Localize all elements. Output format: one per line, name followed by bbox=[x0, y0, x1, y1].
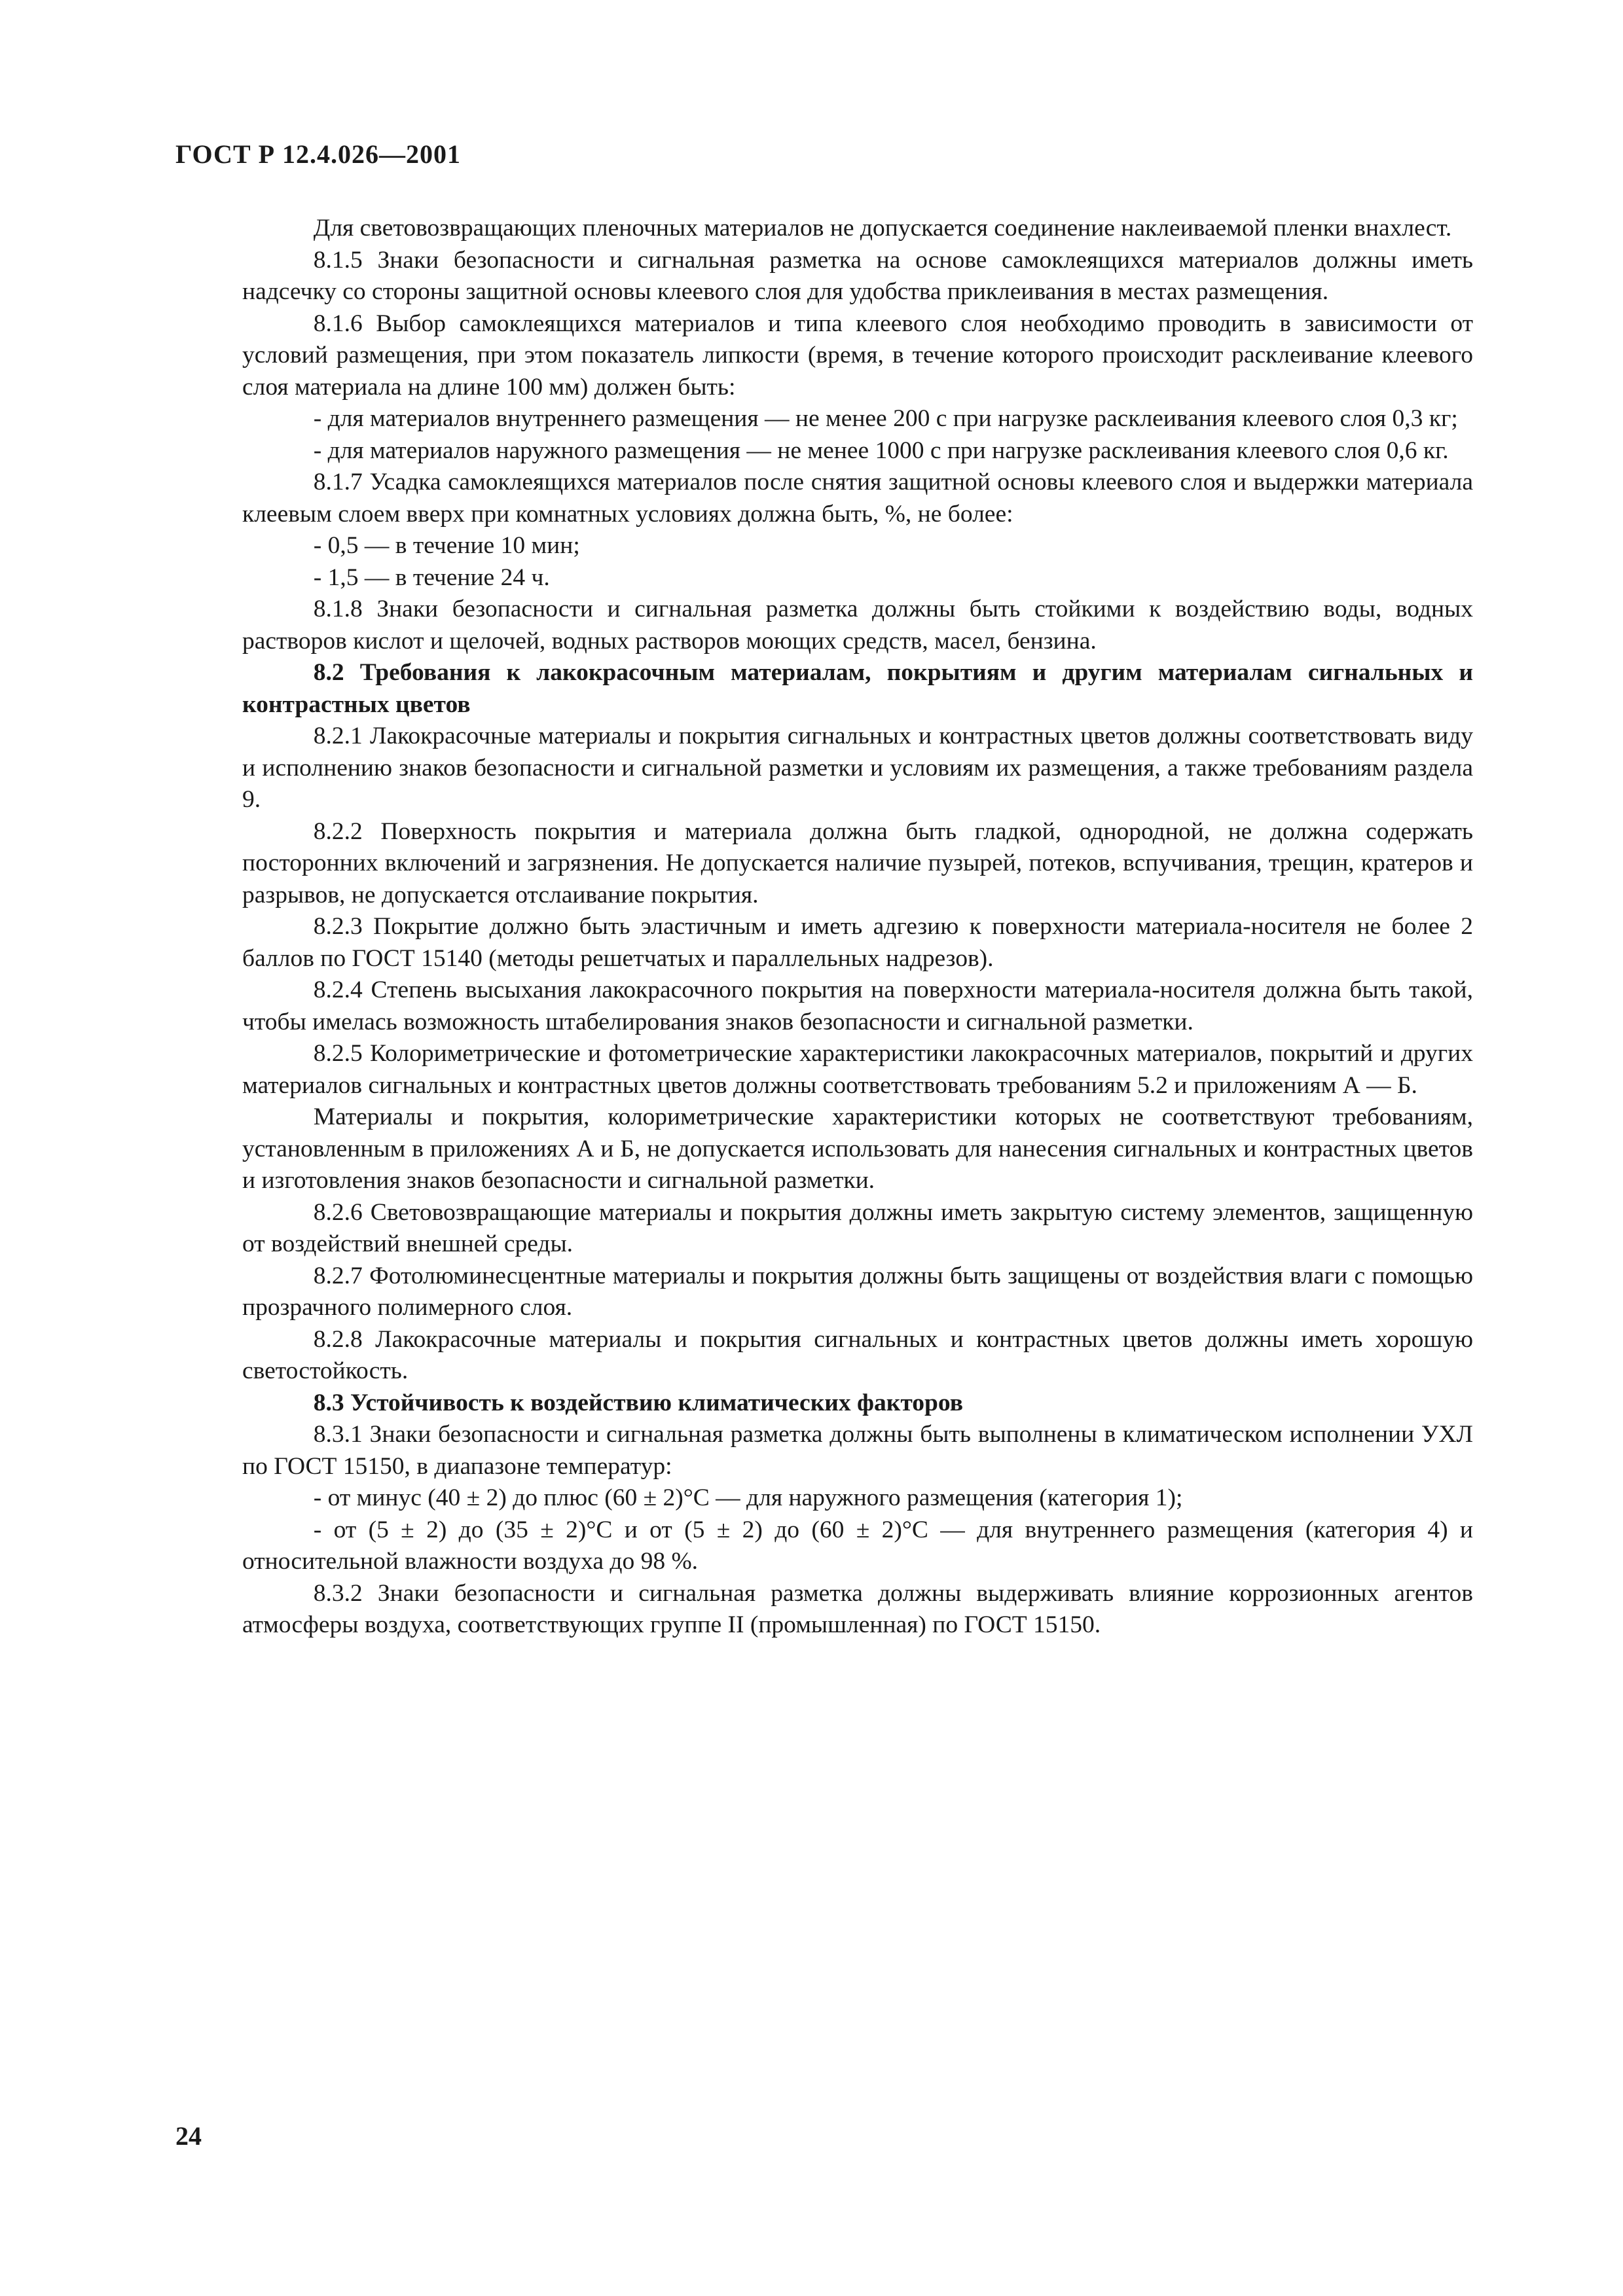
list-item: - от (5 ± 2) до (35 ± 2)°С и от (5 ± 2) до (60 ± 2)°С — для внутреннего размещения (категория 4) и относительной влажности воздуха до 98 %. bbox=[242, 1516, 1473, 1575]
list-item: - 0,5 — в течение 10 мин; bbox=[313, 532, 580, 559]
clause-8-3-2: 8.3.2 Знаки безопасности и сигнальная разметка должны выдерживать влияние коррозионных агентов атмосферы воздуха, соответствующих группе II (промышленная) по ГОСТ 15150. bbox=[242, 1579, 1473, 1638]
clause-8-1-8: 8.1.8 Знаки безопасности и сигнальная разметка должны быть стойкими к воздействию воды, водных растворов кислот и щелочей, водных растворов моющих средств, масел, бензина. bbox=[242, 596, 1473, 655]
clause-8-2-5-note: Материалы и покрытия, колориметрические характеристики которых не соответствуют требованиям, установленным в приложениях А и Б, не допускается использовать для нанесения сигнальных и контрастных цветов и изготовления знаков безопасности и сигнальной разметки. bbox=[242, 1103, 1473, 1194]
document-header: ГОСТ Р 12.4.026—2001 bbox=[175, 139, 462, 169]
clause-8-2-5: 8.2.5 Колориметрические и фотометрические характеристики лакокрасочных материалов, покрытий и других материалов сигнальных и контрастных цветов должны соответствовать требованиям 5.2 и приложениям А — Б. bbox=[242, 1040, 1473, 1099]
paragraph-continuation: Для световозвращающих пленочных материалов не допускается соединение наклеиваемой пленки внахлест. bbox=[313, 215, 1452, 242]
section-heading-8-3: 8.3 Устойчивость к воздействию климатических факторов bbox=[313, 1389, 963, 1416]
document-body bbox=[242, 213, 1473, 1641]
clause-8-2-1: 8.2.1 Лакокрасочные материалы и покрытия сигнальных и контрастных цветов должны соответствовать виду и исполнению знаков безопасности и сигнальной разметки и условиям их размещения, а также требованиям раздела 9. bbox=[242, 723, 1473, 813]
section-heading-8-2: 8.2 Требования к лакокрасочным материалам, покрытиям и другим материалам сигнальных и контрастных цветов bbox=[242, 659, 1473, 718]
clause-8-2-2: 8.2.2 Поверхность покрытия и материала должна быть гладкой, однородной, не должна содержать посторонних включений и загрязнения. Не допускается наличие пузырей, потеков, вспучивания, трещин, кратеров и разрывов, не допускается отслаивание покрытия. bbox=[242, 817, 1473, 908]
clause-8-1-5: 8.1.5 Знаки безопасности и сигнальная разметка на основе самоклеящихся материалов должны иметь надсечку со стороны защитной основы клеевого слоя для удобства приклеивания в местах размещения. bbox=[242, 246, 1473, 305]
clause-8-2-8: 8.2.8 Лакокрасочные материалы и покрытия сигнальных и контрастных цветов должны иметь хорошую светостойкость. bbox=[242, 1325, 1473, 1384]
clause-8-1-7: 8.1.7 Усадка самоклеящихся материалов после снятия защитной основы клеевого слоя и выдержки материала клеевым слоем вверх при комнатных условиях должна быть, %, не более: bbox=[242, 469, 1473, 528]
page-number: 24 bbox=[175, 2121, 202, 2151]
list-item: - 1,5 — в течение 24 ч. bbox=[313, 564, 550, 591]
clause-8-2-4: 8.2.4 Степень высыхания лакокрасочного покрытия на поверхности материала-носителя должна быть такой, чтобы имелась возможность штабелирования знаков безопасности и сигнальной разметки. bbox=[242, 977, 1473, 1035]
clause-8-2-7: 8.2.7 Фотолюминесцентные материалы и покрытия должны быть защищены от воздействия влаги с помощью прозрачного полимерного слоя. bbox=[242, 1262, 1473, 1321]
list-item: - для материалов наружного размещения — не менее 1000 с при нагрузке расклеивания клеевого слоя 0,6 кг. bbox=[313, 437, 1449, 464]
clause-8-2-6: 8.2.6 Световозвращающие материалы и покрытия должны иметь закрытую систему элементов, защищенную от воздействий внешней среды. bbox=[242, 1198, 1473, 1257]
list-item: - от минус (40 ± 2) до плюс (60 ± 2)°С — для наружного размещения (категория 1); bbox=[313, 1484, 1183, 1511]
clause-8-3-1: 8.3.1 Знаки безопасности и сигнальная разметка должны быть выполнены в климатическом исполнении УХЛ по ГОСТ 15150, в диапазоне температур: bbox=[242, 1421, 1473, 1480]
clause-8-2-3: 8.2.3 Покрытие должно быть эластичным и иметь адгезию к поверхности материала-носителя не более 2 баллов по ГОСТ 15140 (методы решетчатых и параллельных надрезов). bbox=[242, 913, 1473, 972]
clause-8-1-6: 8.1.6 Выбор самоклеящихся материалов и типа клеевого слоя необходимо проводить в зависимости от условий размещения, при этом показатель липкости (время, в течение которого происходит расклеивание клеевого слоя материала на длине 100 мм) должен быть: bbox=[242, 310, 1473, 401]
list-item: - для материалов внутреннего размещения — не менее 200 с при нагрузке расклеивания клеевого слоя 0,3 кг; bbox=[313, 405, 1458, 432]
